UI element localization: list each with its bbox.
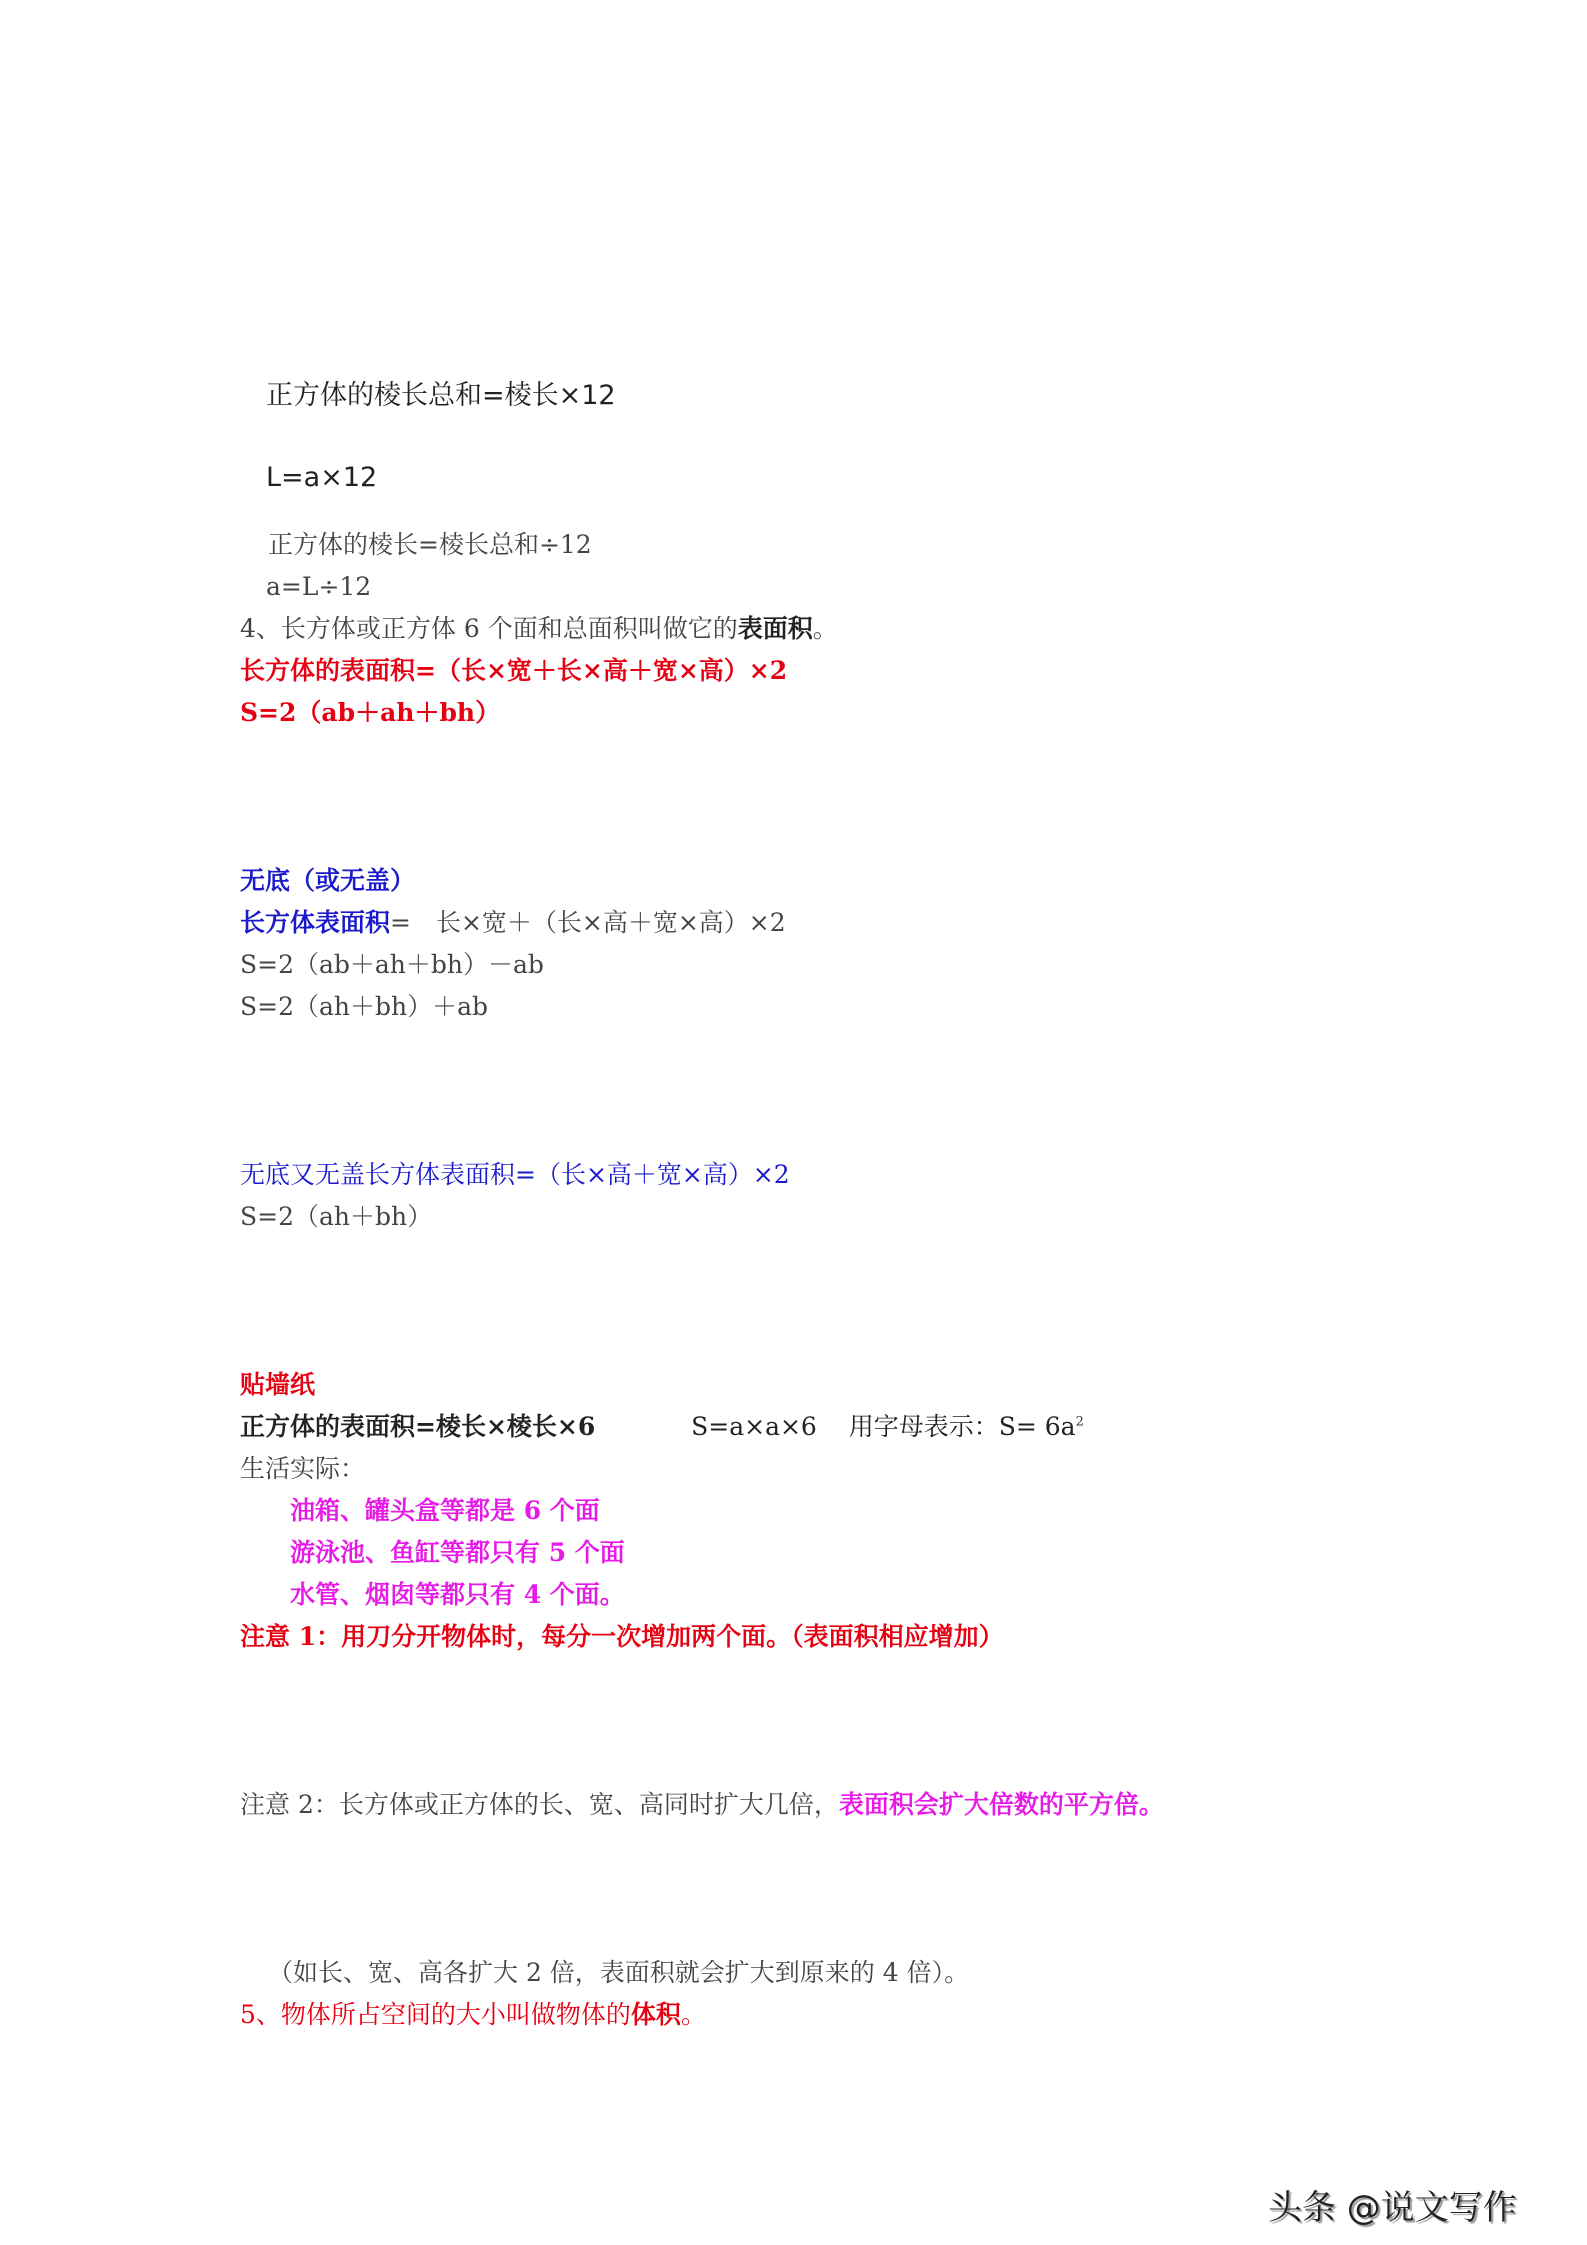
volume-prefix: 5、物体所占空间的大小叫做物体的 — [240, 2000, 631, 2029]
example-four-faces: 水管、烟囱等都只有 4 个面。 — [290, 1580, 625, 1609]
cuboid-surface-formula: 长方体的表面积=（长×宽＋长×高＋宽×高）×2 — [240, 656, 788, 685]
cube-edge-sum-formula: 正方体的棱长总和=棱长×12 — [266, 380, 616, 411]
note-2-example: （如长、宽、高各扩大 2 倍，表面积就会扩大到原来的 4 倍）。 — [268, 1958, 970, 1987]
volume-suffix: 。 — [680, 2000, 706, 2029]
no-bottom-formula-rest: = 长×宽＋（长×高＋宽×高）×2 — [390, 908, 786, 937]
cube-edge-letters: a=L÷12 — [266, 572, 372, 601]
no-bottom-no-top-letters: S=2（ah＋bh） — [240, 1202, 433, 1231]
wallpaper-title: 贴墙纸 — [240, 1370, 316, 1399]
no-bottom-no-top-formula: 无底又无盖长方体表面积=（长×高＋宽×高）×2 — [240, 1160, 790, 1189]
volume-definition — [240, 2000, 706, 2030]
no-bottom-formula-label: 长方体表面积 — [240, 908, 391, 937]
cube-edge-formula: 正方体的棱长=棱长总和÷12 — [268, 530, 592, 559]
note-2-highlight: 表面积会扩大倍数的平方倍。 — [838, 1790, 1164, 1819]
no-bottom-letters-1: S=2（ab＋ah＋bh）－ab — [240, 950, 544, 979]
definition-prefix: 4、长方体或正方体 6 个面和总面积叫做它的 — [240, 614, 738, 643]
cube-edge-sum-letters: L=a×12 — [266, 462, 378, 493]
letter-expression: 用字母表示：S= 6a — [848, 1412, 1076, 1441]
cube-surface-letters: S=a×a×6 — [691, 1412, 817, 1441]
cube-surface-formula: 正方体的表面积=棱长×棱长×6 — [240, 1412, 596, 1441]
no-bottom-title: 无底（或无盖） — [240, 866, 416, 895]
note-2-prefix: 注意 2：长方体或正方体的长、宽、高同时扩大几倍， — [240, 1790, 839, 1819]
note-1: 注意 1：用刀分开物体时，每分一次增加两个面。（表面积相应增加） — [240, 1622, 1004, 1651]
example-six-faces: 油箱、罐头盒等都是 6 个面 — [290, 1496, 600, 1525]
note-2 — [240, 1790, 1164, 1820]
watermark: 头条 @说文写作 — [1268, 2188, 1517, 2228]
real-life-label: 生活实际： — [240, 1454, 366, 1483]
definition-suffix: 。 — [812, 614, 838, 643]
no-bottom-letters-2: S=2（ah＋bh）＋ab — [240, 992, 488, 1021]
example-five-faces: 游泳池、鱼缸等都只有 5 个面 — [290, 1538, 625, 1567]
cuboid-surface-letters: S=2（ab＋ah＋bh） — [240, 698, 501, 727]
exponent: 2 — [1075, 1414, 1084, 1430]
cube-surface-formula-line — [240, 1412, 1084, 1442]
surface-area-definition — [240, 614, 838, 644]
definition-term: 表面积 — [737, 614, 813, 643]
volume-term: 体积 — [630, 2000, 681, 2029]
no-bottom-formula — [240, 908, 786, 938]
